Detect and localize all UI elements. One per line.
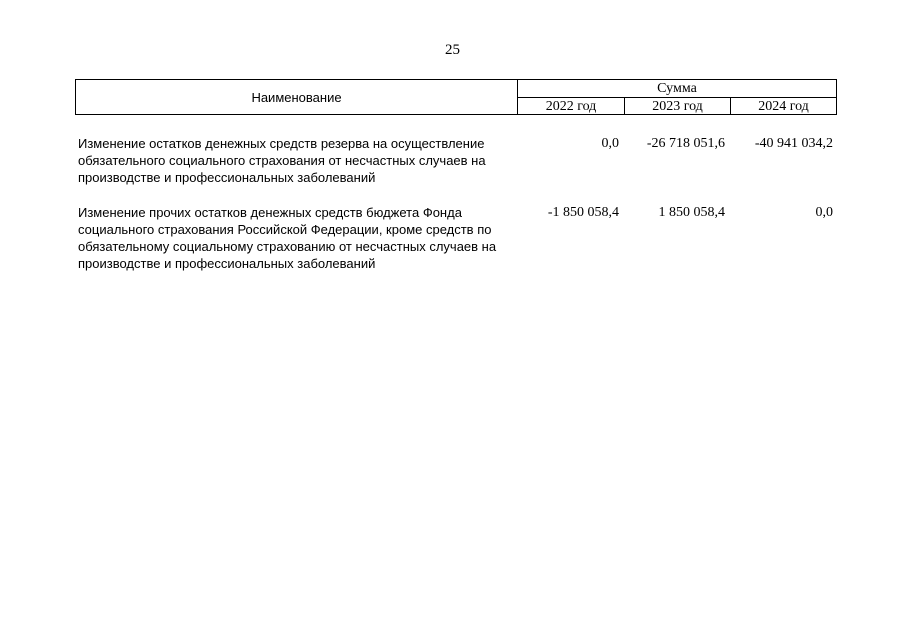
row-value-2023: 1 850 058,4 <box>658 205 725 220</box>
column-header-sum: Сумма <box>518 80 836 98</box>
row-name: Изменение прочих остатков денежных средств бюджета Фонда социального страхования Российской Федерации, кроме средств по обязательному социальному страхованию от несчастных случаев на производстве и профессиональных заболеваний <box>78 205 497 271</box>
column-header-name: Наименование <box>76 80 518 114</box>
row-value-2023: -26 718 051,6 <box>646 136 725 151</box>
column-header-year-2024: 2024 год <box>758 99 809 114</box>
page-number: 25 <box>445 42 460 58</box>
row-value-2022: -1 850 058,4 <box>547 205 619 220</box>
column-header-year-2022: 2022 год <box>518 98 625 114</box>
row-value-2024: 0,0 <box>815 205 833 220</box>
row-value-2022: 0,0 <box>601 136 619 151</box>
table-header <box>75 79 837 115</box>
column-header-year-2023: 2023 год <box>625 98 731 114</box>
row-value-2024: -40 941 034,2 <box>754 136 833 151</box>
row-name: Изменение остатков денежных средств резерва на осуществление обязательного социального страхования от несчастных случаев на производстве и профессиональных заболеваний <box>78 136 486 185</box>
